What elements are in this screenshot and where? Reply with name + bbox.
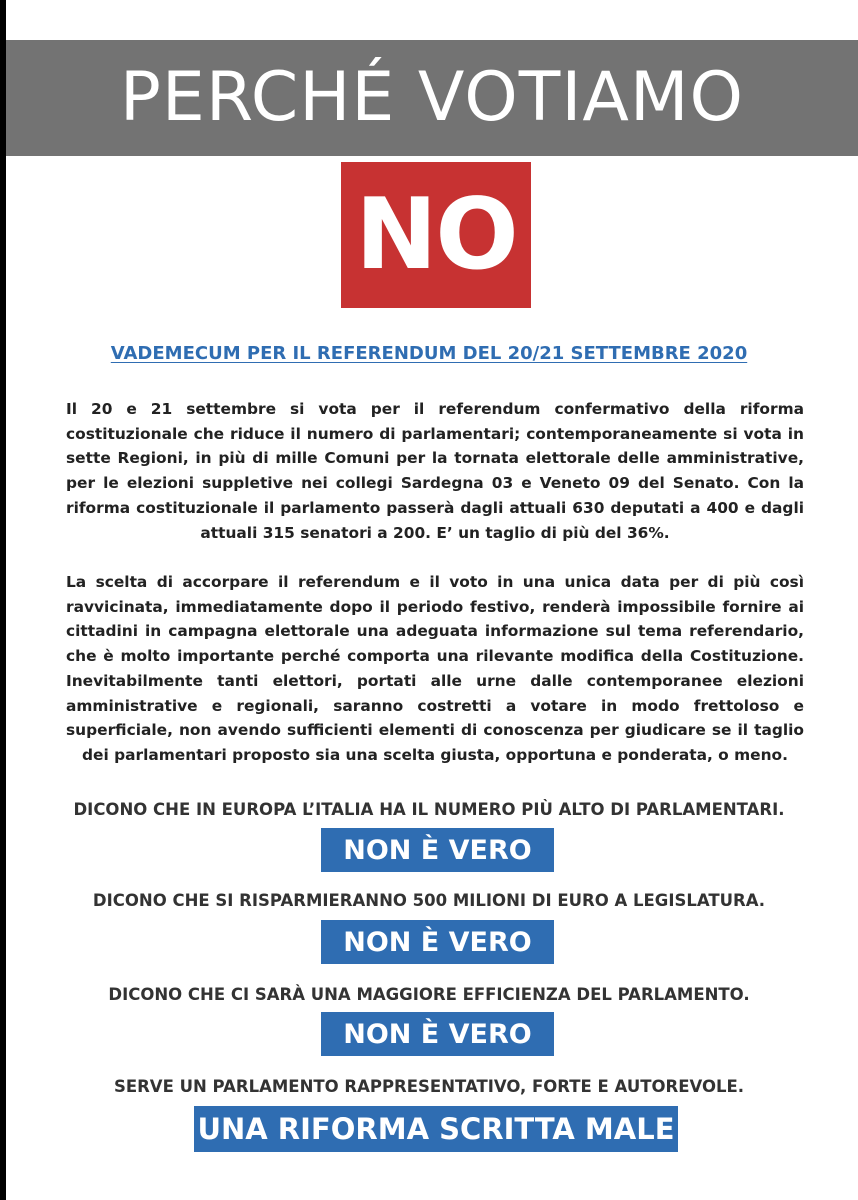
intro-paragraph: Il 20 e 21 settembre si vota per il referendum confermativo della riforma costituzionale che riduce il numero di parlamentari; contemporaneamente si vota in sette Regioni, in più di mille Comuni per la tornata elettorale delle amministrative, per le elezioni suppletive nei collegi Sardegna 03 e Veneto 09 del Senato. Con la riforma costituzionale il parlamento passerà dagli attuali 630 deputati a 400 e dagli attuali 315 senatori a 200. E’ un taglio di più del 36%.	[66, 400, 804, 542]
claim-parliamentarians: DICONO CHE IN EUROPA L’ITALIA HA IL NUMERO PIÙ ALTO DI PARLAMENTARI.	[73, 800, 785, 819]
conclusion-badge: UNA RIFORMA SCRITTA MALE	[194, 1106, 678, 1152]
claim-efficiency: DICONO CHE CI SARÀ UNA MAGGIORE EFFICIENZA DEL PARLAMENTO.	[108, 985, 750, 1004]
left-edge-strip	[0, 0, 6, 1200]
verdict-badge: NON È VERO	[321, 920, 554, 964]
page-title: PERCHÉ VOTIAMO	[119, 58, 745, 137]
verdict-badge: NON È VERO	[321, 828, 554, 872]
no-vote-label: NO	[355, 178, 517, 292]
verdict-badge: NON È VERO	[321, 1012, 554, 1056]
header-band	[6, 40, 858, 156]
no-vote-box	[341, 162, 531, 308]
vademecum-subtitle: VADEMECUM PER IL REFERENDUM DEL 20/21 SETTEMBRE 2020	[110, 343, 748, 364]
claim-savings: DICONO CHE SI RISPARMIERANNO 500 MILIONI DI EURO A LEGISLATURA.	[92, 891, 766, 910]
argument-paragraph: La scelta di accorpare il referendum e il voto in una unica data per di più così ravvicinata, immediatamente dopo il periodo festivo, renderà impossibile fornire ai cittadini in campagna elettorale una adeguata informazione sul tema referendario, che è molto importante perché comporta una rilevante modifica della Costituzione. Inevitabilmente tanti elettori, portati alle urne dalle contemporanee elezioni amministrative e regionali, saranno costretti a votare in modo frettoloso e superficiale, non avendo sufficienti elementi di conoscenza per giudicare se il taglio dei parlamentari proposto sia una scelta giusta, opportuna e ponderata, o meno.	[66, 573, 804, 764]
claim-representative-parliament: SERVE UN PARLAMENTO RAPPRESENTATIVO, FORTE E AUTOREVOLE.	[113, 1077, 745, 1096]
